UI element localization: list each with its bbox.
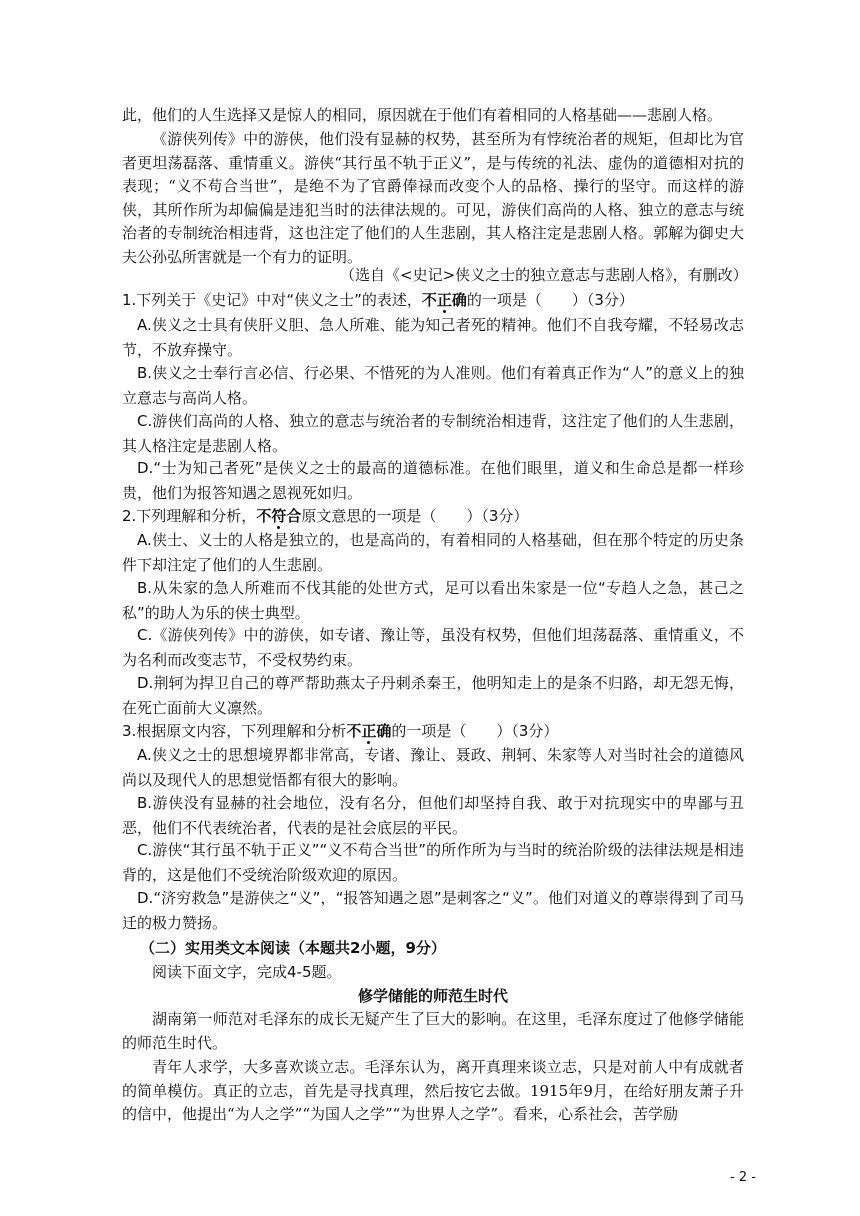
question-3-stem: 3.根据原文内容，下列理解和分析不正确的一项是（ ）（3分） [122, 722, 559, 740]
passage-paragraph: 《游侠列传》中的游侠，他们没有显赫的权势，甚至所为有悖统治者的规矩，但却比为官者更坦荡磊落、重情重义。游侠“其行虽不轨于正义”，是与传统的礼法、虚伪的道德相对抗的表现；“义不苟合当世”，是绝不为了官爵俸禄而改变个人的品格、操行的坚守。而这样的游侠，其所作所为却偏偏是违犯当时的法律法规的。可见，游侠们高尚的人格、独立的意志与统治者的专制统治相违背，这也注定了他们的人生悲剧，其人格注定是悲剧人格。郭解为御史大夫公孙弘所害就是一个有力的证明。 [122, 130, 744, 266]
passage-source: （选自《<史记>侠义之士的独立意志与悲剧人格》，有删改） [340, 266, 748, 284]
emphasis-text: 不符合 [256, 507, 302, 525]
question-3-option-d: D.“济穷救急”是游侠之“义”，“报答知遇之恩”是刺客之“义”。他们对道义的尊崇得到了司马迁的极力赞扬。 [122, 889, 744, 932]
question-1-option-d: D.“士为知己者死”是侠义之士的最高的道德标准。在他们眼里，道义和生命总是都一样珍贵，他们为报答知遇之恩视死如归。 [122, 459, 744, 502]
question-3-option-a: A.侠义之士的思想境界都非常高，专诸、豫让、聂政、荆轲、朱家等人对当时社会的道德风尚以及现代人的思想觉悟都有很大的影响。 [122, 746, 744, 789]
question-3-option-b: B.游侠没有显赫的社会地位，没有名分，但他们却坚持自我、敢于对抗现实中的卑鄙与丑恶，他们不代表统治者，代表的是社会底层的平民。 [122, 794, 744, 837]
question-3-option-c: C.游侠“其行虽不轨于正义”“义不苟合当世”的所作所为与当时的统治阶级的法律法规是相违背的，这是他们不受统治阶级欢迎的原因。 [122, 841, 744, 884]
question-1-option-a: A.侠义之士具有侠肝义胆、急人所难、能为知己者死的精神。他们不自我夸耀，不轻易改志节，不放弃操守。 [122, 316, 744, 359]
question-1-stem: 1.下列关于《史记》中对“侠义之士”的表述，不正确的一项是（ ）（3分） [122, 291, 634, 309]
question-2-option-d: D.荆轲为捍卫自己的尊严帮助燕太子丹刺杀秦王，他明知走上的是条不归路，却无怨无悔，在死亡面前大义凛然。 [122, 674, 744, 717]
page-number: - 2 - [730, 1170, 756, 1185]
article-title: 修学储能的师范生时代 [357, 987, 508, 1005]
emphasis-text: 不正确 [346, 722, 392, 740]
question-2-option-b: B.从朱家的急人所难而不伐其能的处世方式，足可以看出朱家是一位“专趋人之急，甚己之私”的助人为乐的侠士典型。 [122, 579, 744, 622]
emphasis-text: 不正确 [421, 291, 467, 309]
question-1-option-c: C.游侠们高尚的人格、独立的意志与统治者的专制统治相违背，这注定了他们的人生悲剧，其人格注定是悲剧人格。 [122, 412, 744, 455]
article-paragraph: 湖南第一师范对毛泽东的成长无疑产生了巨大的影响。在这里，毛泽东度过了他修学储能的师范生时代。 [122, 1010, 744, 1052]
question-2-stem: 2.下列理解和分析，不符合原文意思的一项是（ ）（3分） [122, 507, 529, 525]
question-2-option-c: C.《游侠列传》中的游侠，如专诸、豫让等，虽没有权势，但他们坦荡磊落、重情重义，不为名利而改变志节，不受权势约束。 [122, 626, 744, 669]
question-1-option-b: B.侠义之士奉行言必信、行必果、不惜死的为人准则。他们有着真正作为“人”的意义上的独立意志与高尚人格。 [122, 364, 744, 407]
section-heading: （二）实用类文本阅读（本题共2小题，9分） [140, 939, 446, 957]
section-instruction: 阅读下面文字，完成4-5题。 [152, 963, 342, 981]
passage-line: 此，他们的人生选择又是惊人的相同，原因就在于他们有着相同的人格基础——悲剧人格。 [122, 106, 723, 124]
article-paragraph: 青年人求学，大多喜欢谈立志。毛泽东认为，离开真理来谈立志，只是对前人中有成就者的简单模仿。真正的立志，首先是寻找真理，然后按它去做。1915年9月，在给好朋友萧子升的信中，他提出“为人之学”“为国人之学”“为世界人之学”。看来，心系社会，苦学励 [122, 1058, 744, 1123]
question-2-option-a: A.侠士、义士的人格是独立的，也是高尚的，有着相同的人格基础，但在那个特定的历史条件下却注定了他们的人生悲剧。 [122, 531, 744, 574]
